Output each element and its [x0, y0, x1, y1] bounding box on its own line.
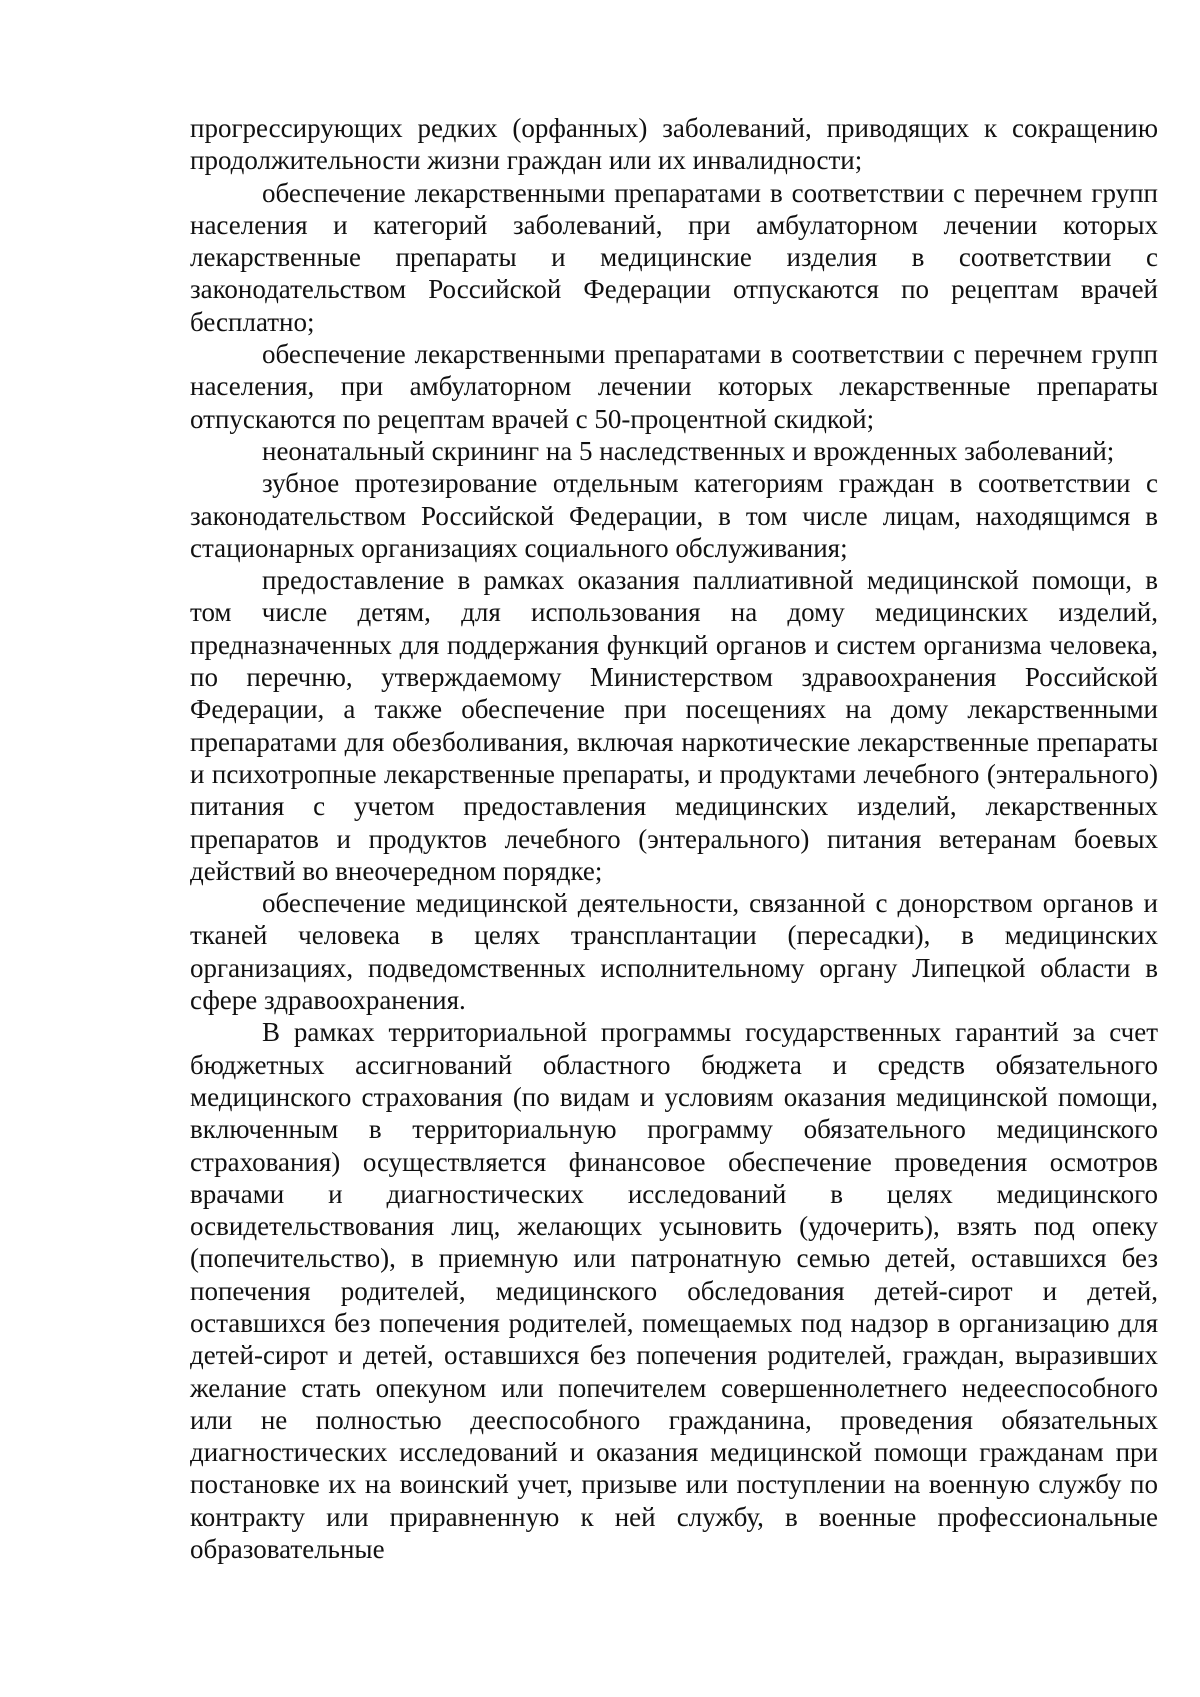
paragraph-program-financing: В рамках территориальной программы государственных гарантий за счет бюджетных ассигнований областного бюджета и средств обязательного медицинского страхования (по видам и условиям оказания медицинской помощи, включенным в территориальную программу обязательного медицинского страхования) осуществляется финансовое обеспечение проведения осмотров врачами и диагностических исследований в целях медицинского освидетельствования лиц, желающих усыновить (удочерить), взять под опеку (попечительство), в приемную или патронатную семью детей, оставшихся без попечения родителей, медицинского обследования детей-сирот и детей, оставшихся без попечения родителей, помещаемых под надзор в организацию для детей-сирот и детей, оставшихся без попечения родителей, граждан, выразивших желание стать опекуном или попечителем совершеннолетнего недееспособного или не полностью дееспособного гражданина, проведения обязательных диагностических исследований и оказания медицинской помощи гражданам при постановке их на воинский учет, призыве или поступлении на военную службу по контракту или приравненную к ней службу, в военные профессиональные образовательные: [190, 1017, 1158, 1565]
paragraph-continuation: прогрессирующих редких (орфанных) заболеваний, приводящих к сокращению продолжительности жизни граждан или их инвалидности;: [190, 113, 1158, 176]
paragraph-palliative-care: предоставление в рамках оказания паллиативной медицинской помощи, в том числе детям, для использования на дому медицинских изделий, предназначенных для поддержания функций органов и систем организма человека, по перечню, утверждаемому Министерством здравоохранения Российской Федерации, а также обеспечение при посещениях на дому лекарственными препаратами для обезболивания, включая наркотические лекарственные препараты и психотропные лекарственные препараты, и продуктами лечебного (энтерального) питания с учетом предоставления медицинских изделий, лекарственных препаратов и продуктов лечебного (энтерального) питания ветеранам боевых действий во внеочередном порядке;: [190, 565, 1158, 886]
paragraph-dental-prosthetics: зубное протезирование отдельным категориям граждан в соответствии с законодательством Российской Федерации, в том числе лицам, находящимся в стационарных организациях социального обслуживания;: [190, 468, 1158, 563]
document-page: [190, 112, 1158, 1565]
paragraph-organ-donation: обеспечение медицинской деятельности, связанной с донорством органов и тканей человека в целях трансплантации (пересадки), в медицинских организациях, подведомственных исполнительному органу Липецкой области в сфере здравоохранения.: [190, 888, 1158, 1016]
paragraph-discount-medicines: обеспечение лекарственными препаратами в соответствии с перечнем групп населения, при амбулаторном лечении которых лекарственные препараты отпускаются по рецептам врачей с 50-процентной скидкой;: [190, 339, 1158, 434]
paragraph-neonatal-screening: неонатальный скрининг на 5 наследственных и врожденных заболеваний;: [262, 435, 1115, 466]
paragraph-free-medicines: обеспечение лекарственными препаратами в соответствии с перечнем групп населения и категорий заболеваний, при амбулаторном лечении которых лекарственные препараты и медицинские изделия в соответствии с законодательством Российской Федерации отпускаются по рецептам врачей бесплатно;: [190, 177, 1158, 337]
